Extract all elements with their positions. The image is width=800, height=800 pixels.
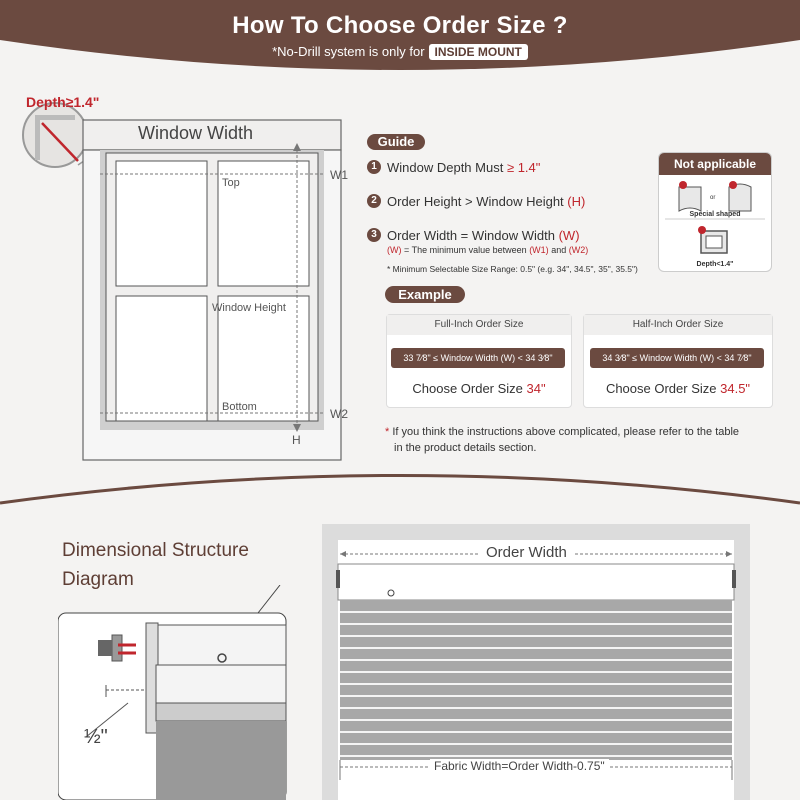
choose-size [584, 381, 772, 396]
not-applicable-title: Not applicable [659, 153, 771, 175]
x-mark-icon [679, 181, 687, 189]
step-1 [387, 160, 540, 175]
section-divider [0, 458, 800, 508]
range-note: * Minimum Selectable Size Range: 0.5" (e.g. 34", 34.5", 35", 35.5") [387, 264, 638, 274]
zoom-connector [258, 585, 280, 613]
order-width-label: Order Width [480, 544, 573, 561]
guide-pill: Guide [367, 134, 425, 150]
h-label: H [292, 433, 301, 447]
step-3-value: (W) [558, 228, 580, 243]
end-cap [336, 570, 340, 588]
example-footnote [385, 424, 790, 456]
rule-box: 34 3⁄8" ≤ Window Width (W) < 34 7⁄8" [590, 348, 764, 368]
w-definition-note [387, 245, 588, 255]
structure-title-line-2: Diagram [62, 569, 134, 590]
headrail [156, 625, 286, 665]
structure-title-line-1: Dimensional Structure [62, 540, 249, 561]
top-label: Top [222, 177, 240, 189]
bottom-label: Bottom [222, 401, 257, 413]
step-1-text: Window Depth Must [387, 160, 504, 175]
footnote-line-2: in the product details section. [394, 442, 537, 454]
subtitle-text: *No-Drill system is only for [272, 44, 425, 59]
page-subtitle [0, 44, 800, 60]
not-applicable-box [658, 152, 772, 272]
window-height-label: Window Height [212, 302, 286, 314]
step-2-value: (H) [567, 194, 586, 209]
fabric-top [156, 703, 286, 721]
choose-value: 34" [526, 381, 546, 396]
special-shaped-label: Special shaped [689, 211, 741, 218]
x-mark-icon [698, 226, 706, 234]
footnote-line-1: If you think the instructions above complicated, please refer to the table [392, 426, 740, 438]
choose-text: Choose Order Size [605, 381, 717, 396]
step-1-value: ≥ 1.4" [506, 160, 541, 175]
w-note-w: (W) [387, 245, 402, 255]
rule-box: 33 7⁄8" ≤ Window Width (W) < 34 3⁄8" [391, 348, 565, 368]
header [0, 0, 800, 80]
step-2-text: Order Height > Window Height [387, 194, 564, 209]
fabric [156, 721, 286, 800]
depth-label: Depth≥1.4" [26, 94, 100, 110]
not-applicable-illustration [659, 175, 771, 271]
w-note-w1: (W1) [529, 245, 549, 255]
or-label: or [710, 195, 716, 201]
window-width-label: Window Width [138, 123, 254, 143]
card-head: Half-Inch Order Size [584, 315, 772, 335]
special-shape-1-icon [679, 187, 701, 211]
choose-size [387, 381, 571, 396]
fabric-width-label: Fabric Width=Order Width-0.75" [430, 759, 609, 773]
step-number-2: 2 [367, 194, 381, 208]
x-mark-icon [729, 181, 737, 189]
footnote-star: * [385, 426, 390, 438]
choose-text: Choose Order Size [412, 381, 523, 396]
choose-value: 34.5" [720, 381, 751, 396]
window-pane [116, 161, 207, 286]
example-card-full-inch [386, 314, 572, 408]
page-title: How To Choose Order Size ? [232, 12, 568, 39]
end-cap [732, 570, 736, 588]
step-3-text: Order Width = Window Width [387, 228, 555, 243]
w-note-text: = The minimum value between [404, 245, 527, 255]
headrail-main [338, 564, 734, 600]
tension-spring [98, 640, 112, 656]
w1-label: W1 [330, 168, 348, 182]
example-pill: Example [385, 286, 465, 303]
step-number-1: 1 [367, 160, 381, 174]
window-pane [116, 296, 207, 421]
half-inch-label: ½" [84, 726, 108, 748]
card-head: Full-Inch Order Size [387, 315, 571, 335]
tension-end-cap [112, 635, 122, 661]
depth-less-label: Depth<1.4" [696, 261, 734, 268]
inside-mount-badge: INSIDE MOUNT [429, 44, 528, 60]
shallow-window-pane [706, 236, 722, 248]
example-card-half-inch [583, 314, 773, 408]
step-number-3: 3 [367, 228, 381, 242]
zoom-detail-diagram [58, 585, 288, 800]
headrail-front [156, 665, 286, 703]
step-3 [387, 228, 580, 243]
w-note-w2: (W2) [568, 245, 589, 255]
step-2 [387, 194, 585, 209]
w2-label: W2 [330, 407, 348, 421]
w-note-and: and [551, 245, 567, 255]
